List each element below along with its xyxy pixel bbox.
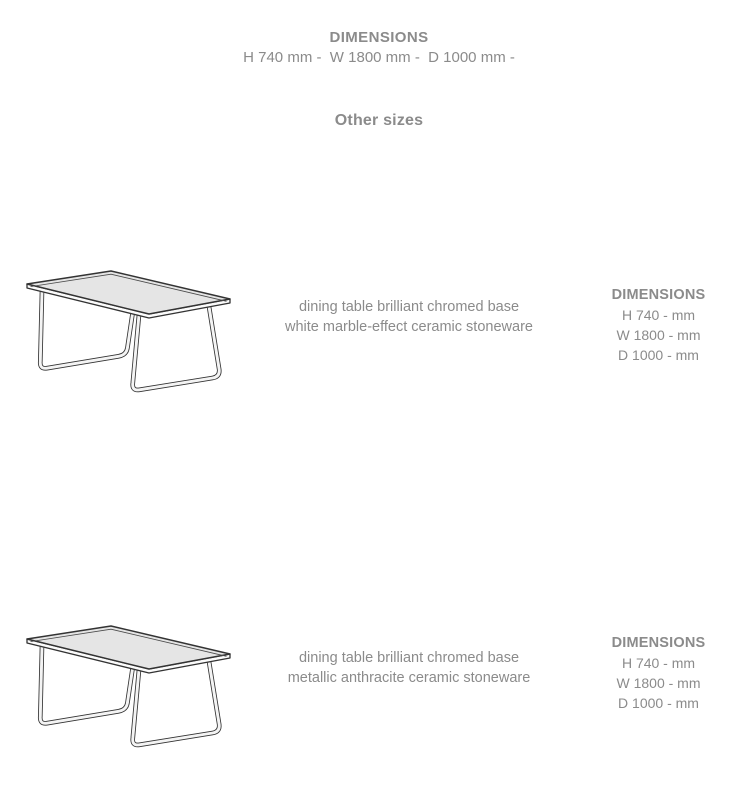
dimensions-heading: DIMENSIONS [329, 29, 429, 46]
dining-table-drawing [16, 618, 246, 754]
dimension-depth: D 1000 - mm [618, 695, 699, 711]
product-description [259, 297, 559, 337]
product-dimensions-title: DIMENSIONS [611, 635, 706, 651]
product-description [259, 648, 559, 688]
dimension-width: W 1800 - mm [616, 675, 701, 691]
product-dimensions [598, 633, 719, 713]
product-description-line: metallic anthracite ceramic stoneware [287, 670, 531, 686]
dimension-width: W 1800 - mm [616, 327, 701, 343]
product-description-line: dining table brilliant chromed base [298, 299, 520, 315]
product-dimensions [598, 285, 719, 365]
product-dimensions-title: DIMENSIONS [611, 287, 706, 303]
page-header [0, 28, 744, 68]
dining-table-illustration [16, 618, 246, 754]
product-description-line: dining table brilliant chromed base [298, 650, 520, 666]
product-row [0, 263, 744, 413]
dimension-depth: D 1000 - mm [618, 347, 699, 363]
main-dimensions-line: H 740 mm - W 1800 mm - D 1000 mm - [243, 49, 515, 66]
other-sizes-heading: Other sizes [334, 112, 424, 129]
dimension-height: H 740 - mm [621, 307, 696, 323]
dimension-height: H 740 - mm [621, 655, 696, 671]
product-row [0, 618, 744, 768]
product-description-line: white marble-effect ceramic stoneware [285, 319, 533, 335]
dining-table-drawing [16, 263, 246, 399]
dining-table-illustration [16, 263, 246, 399]
